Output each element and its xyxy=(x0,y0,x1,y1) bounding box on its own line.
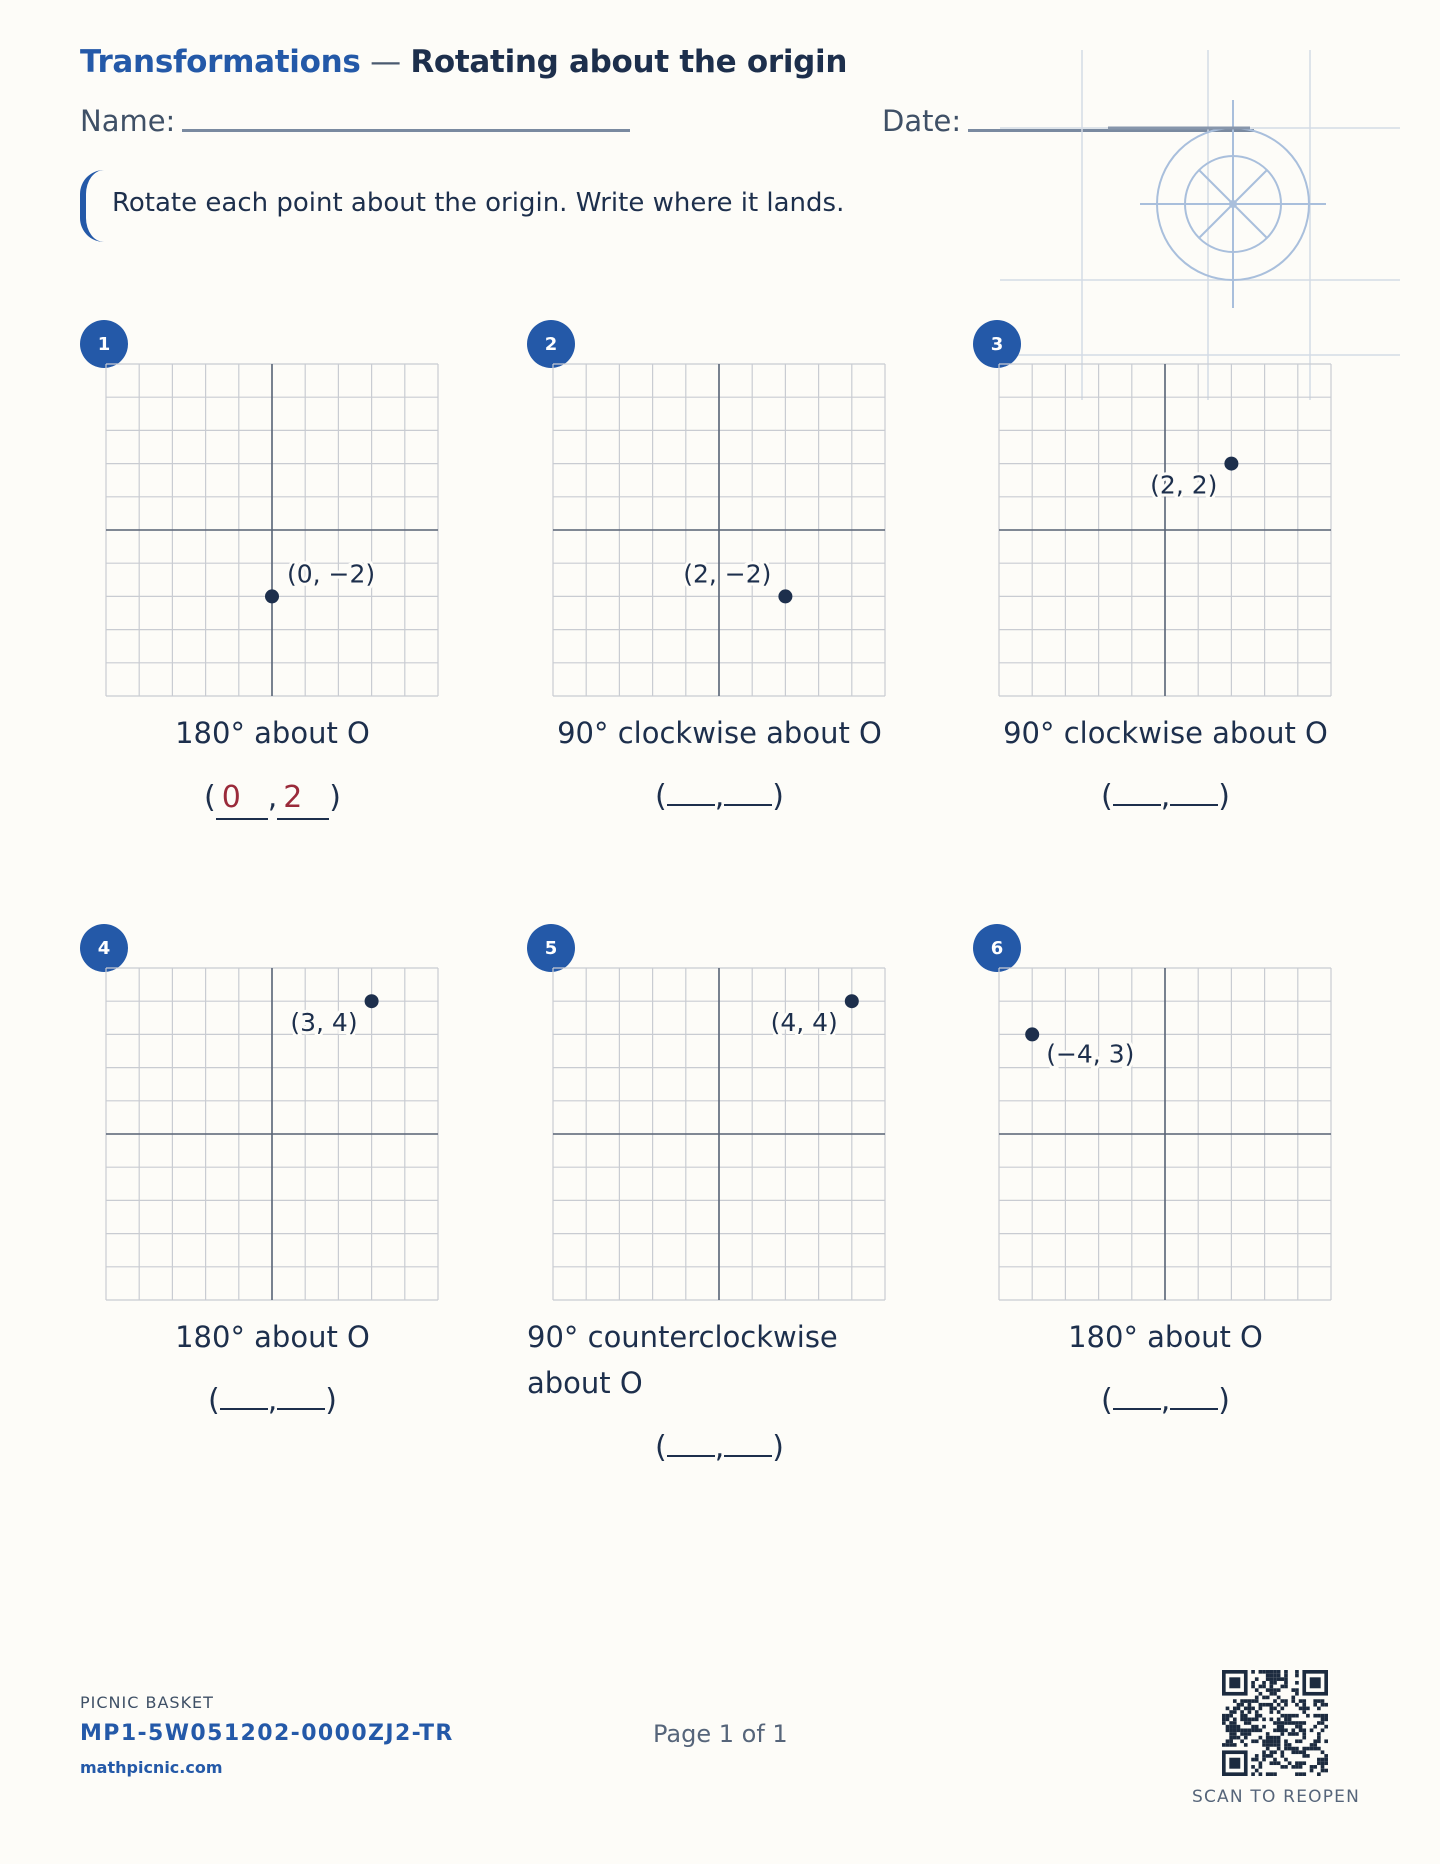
qr-code-icon[interactable] xyxy=(1222,1670,1328,1776)
problem-number-badge: 5 xyxy=(527,924,575,972)
answer-close-paren: ) xyxy=(1218,1383,1230,1418)
rotation-prompt: 180° about O xyxy=(1068,1320,1263,1354)
rotation-prompt: 180° about O xyxy=(175,716,370,750)
title-text: Rotating about the origin xyxy=(410,44,848,80)
answer-comma: , xyxy=(714,1430,725,1465)
point-label: (2, 2) xyxy=(1150,470,1218,500)
answer-comma: , xyxy=(1160,1383,1171,1418)
plotted-point xyxy=(1224,457,1238,471)
answer-open-paren: ( xyxy=(208,1383,220,1418)
answer-y-field[interactable] xyxy=(1170,1382,1218,1410)
answer-comma: , xyxy=(714,779,725,814)
rotation-prompt: 90° clockwise about O xyxy=(1003,716,1328,750)
problem-6 xyxy=(973,924,1373,1484)
answer-close-paren: ) xyxy=(772,779,784,814)
plotted-point xyxy=(778,589,792,603)
page-number: Page 1 of 1 xyxy=(653,1720,788,1748)
answer-y-field[interactable] xyxy=(724,1429,772,1457)
answer-coordinates xyxy=(80,778,465,820)
answer-coordinates xyxy=(973,778,1358,814)
answer-open-paren: ( xyxy=(204,780,216,815)
page-title xyxy=(80,44,847,80)
coordinate-grid xyxy=(553,968,885,1300)
answer-y-field[interactable]: 2 xyxy=(277,778,329,820)
problem-1 xyxy=(80,320,480,880)
answer-open-paren: ( xyxy=(655,779,667,814)
answer-x-field[interactable]: 0 xyxy=(216,778,268,820)
rotation-prompt: 90° clockwise about O xyxy=(557,716,882,750)
rotation-prompt: 90° counterclockwise about O xyxy=(527,1320,838,1400)
point-label: (−4, 3) xyxy=(1046,1039,1135,1069)
answer-x-field[interactable] xyxy=(1113,1382,1161,1410)
date-label: Date: xyxy=(882,104,962,138)
name-label: Name: xyxy=(80,104,176,138)
coordinate-grid xyxy=(999,968,1331,1300)
footer-brand: PICNIC BASKET xyxy=(80,1693,214,1712)
answer-close-paren: ) xyxy=(1218,779,1230,814)
point-label: (0, −2) xyxy=(287,559,376,589)
instruction-text: Rotate each point about the origin. Write where it lands. xyxy=(112,188,845,218)
problem-2 xyxy=(527,320,927,880)
answer-close-paren: ) xyxy=(325,1383,337,1418)
answer-open-paren: ( xyxy=(1101,779,1113,814)
answer-close-paren: ) xyxy=(329,780,341,815)
footer-url[interactable]: mathpicnic.com xyxy=(80,1758,223,1777)
answer-y-field[interactable] xyxy=(277,1382,325,1410)
coordinate-grid xyxy=(106,968,438,1300)
plotted-point xyxy=(845,994,859,1008)
plotted-point xyxy=(365,994,379,1008)
problem-number-badge: 3 xyxy=(973,320,1021,368)
instruction-box xyxy=(80,170,880,242)
coordinate-grid xyxy=(106,364,438,696)
answer-close-paren: ) xyxy=(772,1430,784,1465)
answer-open-paren: ( xyxy=(655,1430,667,1465)
coordinate-grid xyxy=(999,364,1331,696)
problem-4 xyxy=(80,924,480,1484)
name-field[interactable] xyxy=(182,129,630,132)
problem-number-badge: 1 xyxy=(80,320,128,368)
answer-y-field[interactable] xyxy=(1170,778,1218,806)
answer-x-field[interactable] xyxy=(667,778,715,806)
title-separator: — xyxy=(360,44,411,80)
problem-5 xyxy=(527,924,927,1484)
answer-comma: , xyxy=(267,1383,278,1418)
plotted-point xyxy=(1025,1027,1039,1041)
point-label: (3, 4) xyxy=(290,1008,358,1038)
problem-number-badge: 4 xyxy=(80,924,128,972)
answer-coordinates xyxy=(527,778,912,814)
answer-coordinates xyxy=(80,1382,465,1418)
point-label: (4, 4) xyxy=(770,1008,838,1038)
title-topic: Transformations xyxy=(80,44,361,80)
footer-code: MP1-5W051202-0000ZJ2-TR xyxy=(80,1721,454,1746)
answer-comma: , xyxy=(267,780,278,815)
answer-open-paren: ( xyxy=(1101,1383,1113,1418)
answer-coordinates xyxy=(527,1429,912,1465)
point-label: (2, −2) xyxy=(683,559,772,589)
answer-comma: , xyxy=(1160,779,1171,814)
qr-caption: SCAN TO REOPEN xyxy=(1192,1787,1361,1807)
answer-coordinates xyxy=(973,1382,1358,1418)
answer-x-field[interactable] xyxy=(1113,778,1161,806)
problem-number-badge: 6 xyxy=(973,924,1021,972)
plotted-point xyxy=(265,589,279,603)
problem-3 xyxy=(973,320,1373,880)
rotation-prompt: 180° about O xyxy=(175,1320,370,1354)
problem-number-badge: 2 xyxy=(527,320,575,368)
answer-y-field[interactable] xyxy=(724,778,772,806)
coordinate-grid xyxy=(553,364,885,696)
answer-x-field[interactable] xyxy=(220,1382,268,1410)
answer-x-field[interactable] xyxy=(667,1429,715,1457)
